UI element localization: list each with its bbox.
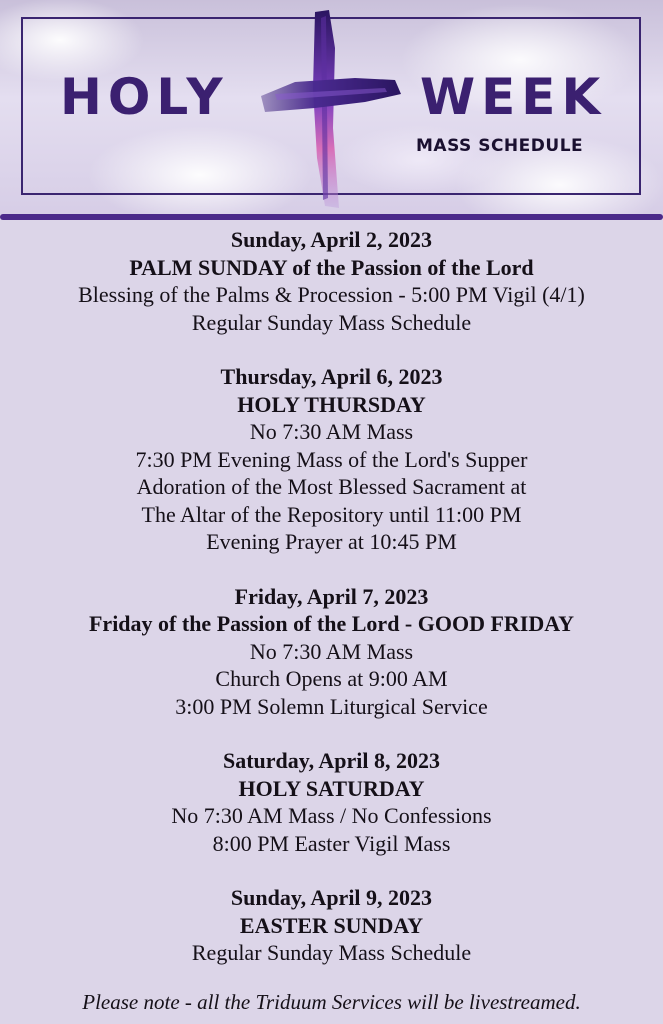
schedule-line: The Altar of the Repository until 11:00 PM (141, 501, 522, 527)
schedule-line: No 7:30 AM Mass (249, 419, 414, 444)
schedule-content (0, 226, 663, 994)
schedule-line: 8:00 PM Easter Vigil Mass (212, 830, 451, 856)
header-subtitle: MASS SCHEDULE (416, 136, 584, 156)
schedule-line: Regular Sunday Mass Schedule (191, 309, 472, 335)
header-divider (0, 214, 663, 220)
section-date: Saturday, April 8, 2023 (223, 748, 440, 773)
section-date: Thursday, April 6, 2023 (220, 364, 443, 389)
schedule-line: Blessing of the Palms & Procession - 5:00 PM Vigil (4/1) (78, 282, 585, 307)
schedule-section-holy-thursday (0, 363, 663, 556)
title-holy: HOLY (60, 68, 229, 126)
title-week: WEEK (420, 68, 607, 126)
section-feast: PALM SUNDAY of the Passion of the Lord (129, 254, 534, 280)
schedule-line: No 7:30 AM Mass (249, 638, 414, 664)
schedule-section-holy-saturday (0, 747, 663, 857)
schedule-section-palm-sunday (0, 226, 663, 336)
schedule-line: 3:00 PM Solemn Liturgical Service (175, 693, 488, 719)
schedule-line: 7:30 PM Evening Mass of the Lord's Supper (135, 446, 528, 472)
schedule-line: Adoration of the Most Blessed Sacrament at (136, 474, 527, 499)
section-feast: HOLY SATURDAY (238, 775, 425, 801)
schedule-line: Church Opens at 9:00 AM (215, 666, 448, 691)
section-date: Friday, April 7, 2023 (234, 583, 429, 609)
schedule-line: Evening Prayer at 10:45 PM (206, 529, 457, 554)
section-feast: Friday of the Passion of the Lord - GOOD FRIDAY (88, 611, 575, 636)
section-feast: EASTER SUNDAY (239, 912, 424, 938)
schedule-line: Regular Sunday Mass Schedule (191, 940, 472, 965)
section-date: Sunday, April 9, 2023 (230, 885, 433, 910)
section-date: Sunday, April 2, 2023 (230, 227, 433, 252)
schedule-section-easter-sunday (0, 884, 663, 967)
schedule-line: No 7:30 AM Mass / No Confessions (171, 803, 492, 828)
livestream-note: Please note - all the Triduum Services will be livestreamed. (82, 990, 581, 1014)
cross-icon (255, 8, 405, 213)
section-feast: HOLY THURSDAY (237, 391, 426, 417)
header-banner (0, 0, 663, 218)
schedule-section-good-friday (0, 583, 663, 721)
